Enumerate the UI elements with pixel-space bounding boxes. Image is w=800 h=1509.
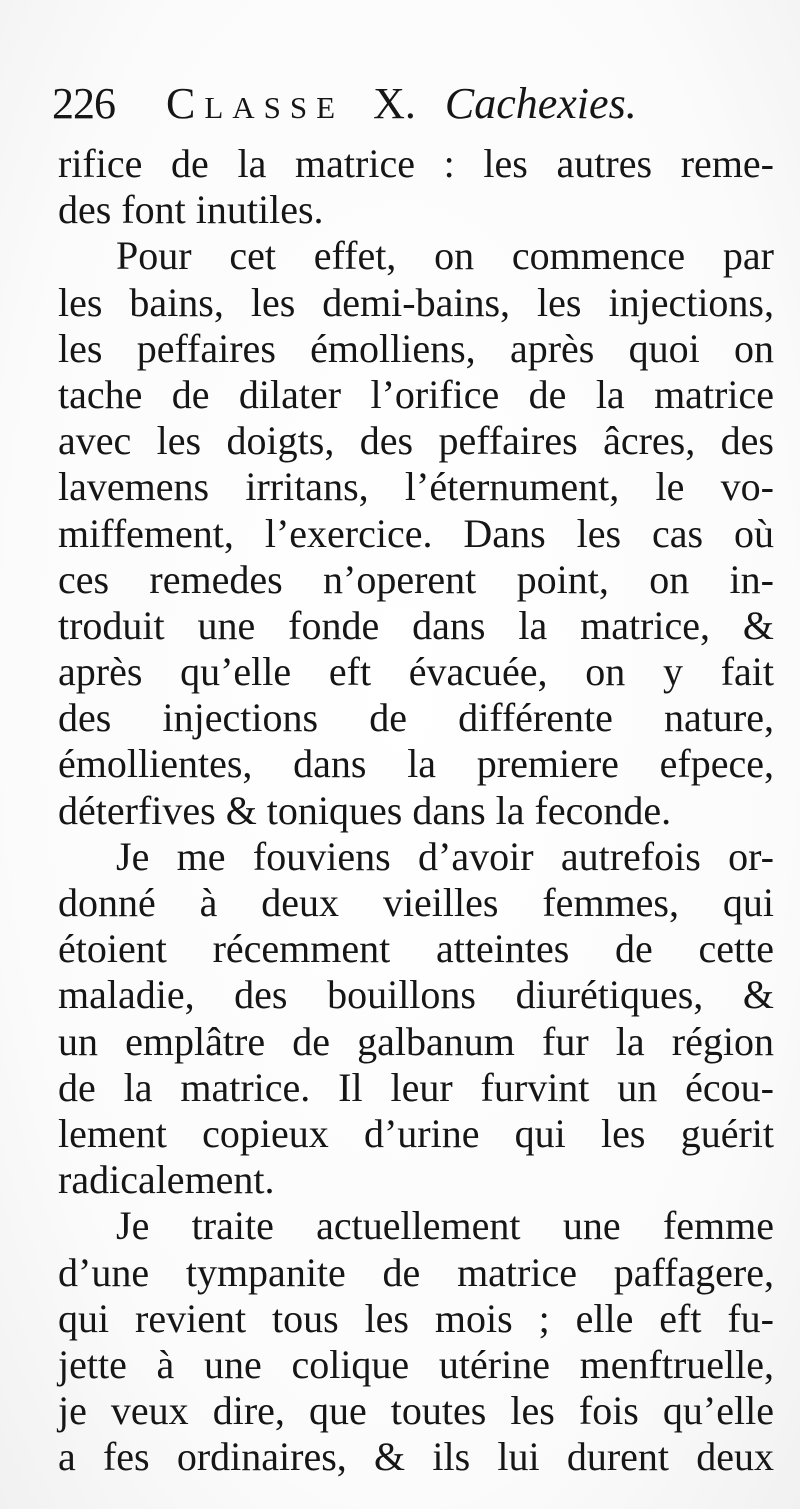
text-line: des font inutiles. (58, 187, 324, 233)
text-line: ces remedes n’operent point, on in- (58, 556, 774, 602)
text-line: jette à une colique utérine menftruelle, (58, 1341, 774, 1387)
text-line: tache de dilater l’orifice de la matrice (58, 371, 774, 417)
text-line: Pour cet effet, on commence par (116, 233, 774, 279)
text-line: les bains, les demi-bains, les injections, (58, 279, 774, 325)
text-line: d’une tympanite de matrice paffagere, (58, 1249, 774, 1295)
text-line: maladie, des bouillons diurétiques, & (58, 972, 774, 1018)
text-line: lement copieux d’urine qui les guérit (58, 1110, 774, 1156)
section-title: Cachexies. (444, 79, 637, 128)
text-line: des injections de différente nature, (58, 695, 774, 741)
text-line: avec les doigts, des peffaires âcres, des (58, 418, 774, 464)
text-line: radicalement. (58, 1157, 275, 1203)
text-line: étoient récemment atteintes de cette (58, 926, 774, 972)
text-line: a fes ordinaires, & ils lui durent deux (58, 1434, 774, 1480)
running-head (52, 72, 772, 136)
text-line: de la matrice. Il leur furvint un écou- (58, 1064, 774, 1110)
class-label: Classe (166, 79, 345, 128)
text-line: un emplâtre de galbanum fur la région (58, 1018, 774, 1064)
page-number: 226 (52, 79, 115, 128)
text-line: troduit une fonde dans la matrice, & (58, 602, 774, 648)
text-line: déterfives & toniques dans la feconde. (58, 787, 672, 833)
class-number: X. (373, 79, 416, 128)
text-line: qui revient tous les mois ; elle eft fu- (58, 1295, 774, 1341)
text-line: je veux dire, que toutes les fois qu’elle (58, 1388, 774, 1434)
text-line: les peffaires émolliens, après quoi on (58, 325, 774, 371)
text-line: émollientes, dans la premiere efpece, (58, 741, 774, 787)
text-line: miffement, l’exercice. Dans les cas où (58, 510, 774, 556)
text-line: Je me fouviens d’avoir autrefois or- (116, 833, 774, 879)
text-line: rifice de la matrice : les autres reme- (58, 141, 774, 186)
text-line: donné à deux vieilles femmes, qui (58, 880, 774, 925)
text-line: après qu’elle eft évacuée, on y fait (58, 649, 774, 695)
text-line: Je traite actuellement une femme (116, 1203, 774, 1249)
body-text (58, 141, 774, 1480)
text-line: lavemens irritans, l’éternument, le vo- (58, 464, 774, 510)
